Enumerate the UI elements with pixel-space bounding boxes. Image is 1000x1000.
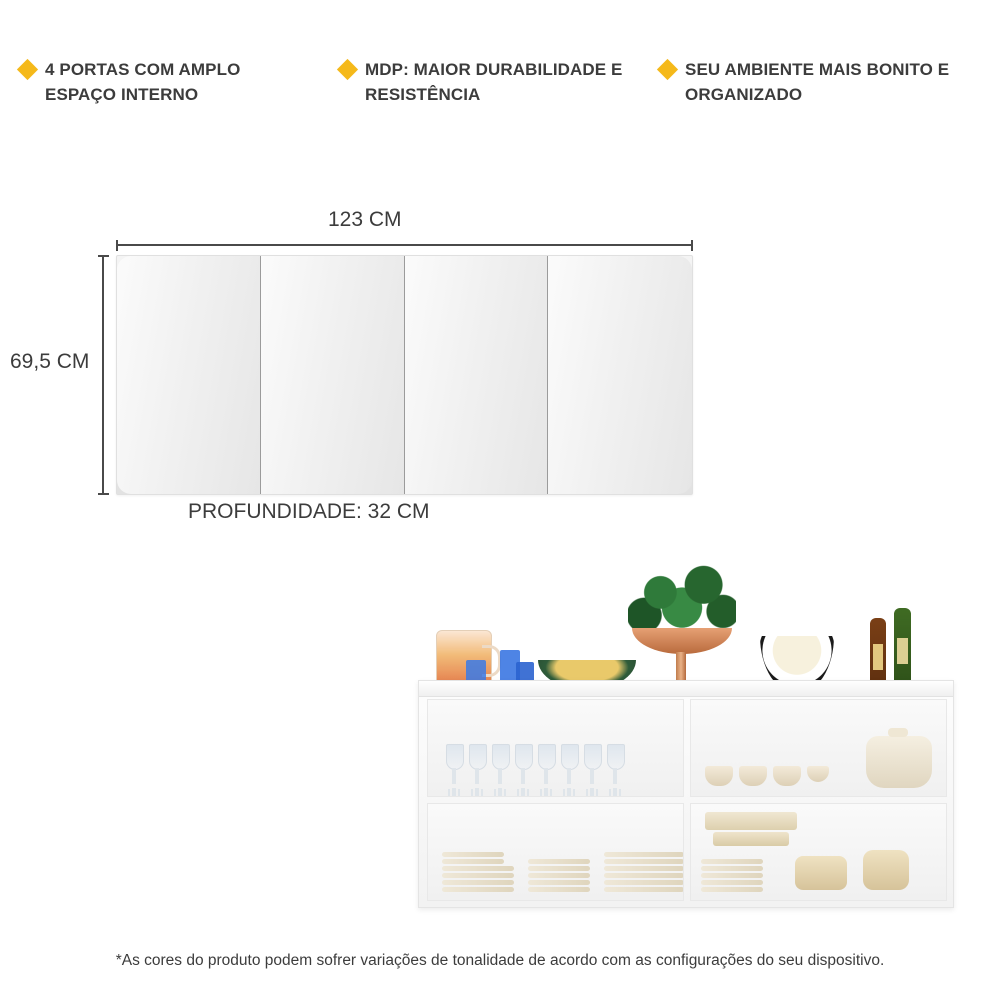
shelf-grid (427, 699, 947, 901)
diamond-bullet-icon (337, 59, 358, 80)
sideboard-unit (418, 680, 954, 908)
height-measure-line (102, 255, 104, 495)
diamond-bullet-icon (17, 59, 38, 80)
cup (807, 766, 829, 782)
wine-glass (538, 744, 554, 790)
cup (705, 766, 733, 786)
plate (604, 852, 684, 857)
cup-set (705, 766, 829, 786)
plate (528, 887, 590, 892)
shelf-compartment (690, 803, 947, 901)
cup (739, 766, 767, 786)
product-photo (408, 548, 968, 926)
plate (442, 859, 504, 864)
plate (701, 887, 763, 892)
feature-item (660, 58, 980, 107)
plant-foliage (628, 562, 736, 638)
plate-stack (604, 852, 684, 892)
plate-stack (701, 859, 763, 892)
plate (604, 880, 684, 885)
plate (701, 873, 763, 878)
feature-label: MDP: MAIOR DURABILIDADE E RESISTÊNCIA (365, 60, 623, 104)
shelf-compartment (690, 699, 947, 797)
cabinet-door (261, 256, 405, 494)
storage-box (863, 850, 909, 890)
plate (701, 880, 763, 885)
serving-tray (705, 812, 797, 830)
shelf-compartment (427, 803, 684, 901)
wine-glass (584, 744, 600, 790)
wine-glass (492, 744, 508, 790)
plate (442, 873, 514, 878)
feature-item (20, 58, 340, 107)
wine-glass (607, 744, 623, 790)
plate (604, 887, 684, 892)
plate (701, 859, 763, 864)
cabinet-illustration (116, 255, 693, 495)
cabinet-door (117, 256, 261, 494)
plate (604, 859, 684, 864)
plate-stack (528, 859, 590, 892)
disclaimer-text: *As cores do produto podem sofrer variações de tonalidade de acordo com as configurações do seu dispositivo. (115, 952, 885, 969)
dimension-diagram (10, 200, 690, 540)
plate (528, 859, 590, 864)
feature-item (340, 58, 660, 107)
feature-list (20, 58, 980, 107)
teapot (866, 736, 932, 788)
plate (604, 873, 684, 878)
plate (701, 866, 763, 871)
depth-dimension-label: PROFUNDIDADE: 32 CM (188, 500, 430, 523)
storage-box (795, 856, 847, 890)
plate (528, 866, 590, 871)
diamond-bullet-icon (657, 59, 678, 80)
plate (528, 880, 590, 885)
plate (604, 866, 684, 871)
height-dimension-label: 69,5 CM (10, 350, 90, 373)
feature-label: 4 PORTAS COM AMPLO ESPAÇO INTERNO (45, 60, 241, 104)
wine-glass (515, 744, 531, 790)
shelf-compartment (427, 699, 684, 797)
copper-bowl (632, 628, 732, 654)
cabinet-door (548, 256, 692, 494)
cabinet-door (405, 256, 549, 494)
plant-pedestal (606, 562, 754, 694)
wine-glass-set (446, 744, 623, 790)
width-measure-line (116, 244, 693, 246)
plate-stack (442, 852, 514, 892)
plate (442, 852, 504, 857)
wine-glass (446, 744, 462, 790)
plate (442, 866, 514, 871)
plate (528, 873, 590, 878)
plate (442, 880, 514, 885)
wine-glass (469, 744, 485, 790)
sideboard-top (419, 681, 953, 697)
width-dimension-label: 123 CM (328, 208, 402, 231)
serving-tray (713, 832, 789, 846)
feature-label: SEU AMBIENTE MAIS BONITO E ORGANIZADO (685, 60, 950, 104)
cup (773, 766, 801, 786)
plate (442, 887, 514, 892)
wine-glass (561, 744, 577, 790)
